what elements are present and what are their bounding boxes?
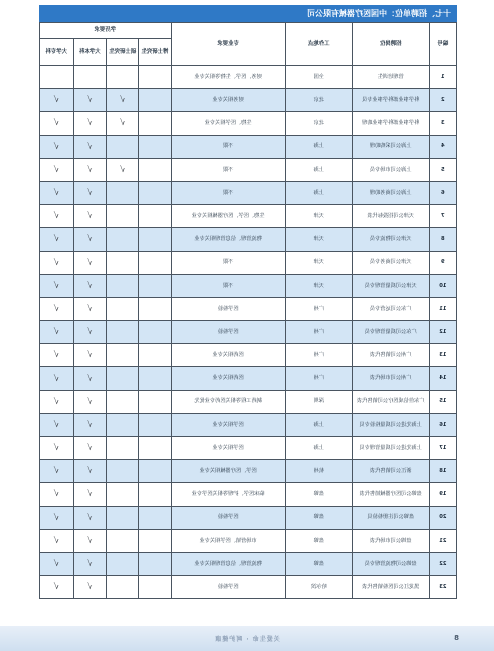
cell-college: √ <box>40 552 74 575</box>
cell-number: 12 <box>429 321 456 344</box>
cell-location: 天津 <box>285 251 352 274</box>
cell-college: √ <box>40 390 74 413</box>
cell-location: 哈尔滨 <box>285 576 352 599</box>
cell-master: √ <box>107 112 139 135</box>
cell-bachelor: √ <box>73 89 107 112</box>
cell-college: √ <box>40 483 74 506</box>
cell-bachelor: √ <box>73 181 107 204</box>
cell-master <box>107 205 139 228</box>
table-row <box>40 413 457 436</box>
cell-major: 临床医学、护理等相关医学专业 <box>171 483 285 506</box>
cell-college: √ <box>40 181 74 204</box>
cell-phd <box>139 89 171 112</box>
cell-number: 4 <box>429 135 456 158</box>
cell-phd <box>139 460 171 483</box>
cell-number: 1 <box>429 66 456 89</box>
cell-major: 医学检验 <box>171 321 285 344</box>
footer-slogan: 关爱生命 · 呵护健康 <box>214 636 280 643</box>
cell-position: 盘锦公司市场代表 <box>352 529 429 552</box>
table-row <box>40 89 457 112</box>
cell-bachelor: √ <box>73 344 107 367</box>
cell-position: 盘锦公司注册检验员 <box>352 506 429 529</box>
cell-phd <box>139 529 171 552</box>
cell-location: 天津 <box>285 274 352 297</box>
cell-number: 8 <box>429 228 456 251</box>
cell-location: 上海 <box>285 181 352 204</box>
cell-master <box>107 228 139 251</box>
cell-number: 5 <box>429 158 456 181</box>
table-row <box>40 483 457 506</box>
recruitment-table <box>39 22 457 599</box>
cell-number: 11 <box>429 297 456 320</box>
table-row <box>40 135 457 158</box>
cell-college: √ <box>40 89 74 112</box>
cell-major: 不限 <box>171 158 285 181</box>
cell-phd <box>139 576 171 599</box>
cell-location: 深圳 <box>285 390 352 413</box>
cell-bachelor: √ <box>73 251 107 274</box>
cell-number: 6 <box>429 181 456 204</box>
cell-college: √ <box>40 437 74 460</box>
cell-position: 科学事业部科学事业助理 <box>352 112 429 135</box>
cell-major: 物流管理、信息管理相关专业 <box>171 228 285 251</box>
cell-college: √ <box>40 158 74 181</box>
cell-bachelor: √ <box>73 297 107 320</box>
cell-college: √ <box>40 321 74 344</box>
cell-number: 16 <box>429 413 456 436</box>
cell-phd <box>139 66 171 89</box>
table-row <box>40 274 457 297</box>
cell-college: √ <box>40 274 74 297</box>
cell-position: 黑龙江公司医检销售代表 <box>352 576 429 599</box>
cell-number: 18 <box>429 460 456 483</box>
cell-master <box>107 251 139 274</box>
table-row <box>40 251 457 274</box>
cell-number: 21 <box>429 529 456 552</box>
table-row <box>40 205 457 228</box>
cell-phd <box>139 344 171 367</box>
header-major: 专业要求 <box>171 23 285 66</box>
table-row <box>40 460 457 483</box>
cell-master: √ <box>107 158 139 181</box>
cell-master <box>107 506 139 529</box>
cell-college: √ <box>40 135 74 158</box>
table-row <box>40 228 457 251</box>
cell-master <box>107 483 139 506</box>
cell-position: 天津公司商务专员 <box>352 251 429 274</box>
cell-number: 19 <box>429 483 456 506</box>
cell-location: 广州 <box>285 344 352 367</box>
cell-master <box>107 437 139 460</box>
cell-position: 上海公司商务助理 <box>352 181 429 204</box>
cell-bachelor: √ <box>73 274 107 297</box>
cell-college: √ <box>40 344 74 367</box>
cell-college: √ <box>40 205 74 228</box>
cell-location: 广州 <box>285 321 352 344</box>
cell-location: 上海 <box>285 413 352 436</box>
cell-phd <box>139 112 171 135</box>
cell-college: √ <box>40 297 74 320</box>
cell-master: √ <box>107 89 139 112</box>
cell-number: 20 <box>429 506 456 529</box>
cell-location: 广州 <box>285 297 352 320</box>
header-phd: 博士研究生 <box>139 39 171 66</box>
cell-location: 盘锦 <box>285 483 352 506</box>
table-row <box>40 552 457 575</box>
cell-college: √ <box>40 506 74 529</box>
cell-master <box>107 367 139 390</box>
cell-master <box>107 552 139 575</box>
cell-major: 医学相关专业 <box>171 437 285 460</box>
cell-position: 天津公司质量管理专员 <box>352 274 429 297</box>
cell-location: 天津 <box>285 228 352 251</box>
cell-master <box>107 460 139 483</box>
cell-number: 9 <box>429 251 456 274</box>
cell-position: 广州公司销售代表 <box>352 344 429 367</box>
table-body <box>40 66 457 599</box>
cell-phd <box>139 390 171 413</box>
cell-college: √ <box>40 112 74 135</box>
cell-position: 天津公司物流专员 <box>352 228 429 251</box>
cell-position: 浙江公司销售代表 <box>352 460 429 483</box>
cell-number: 2 <box>429 89 456 112</box>
cell-number: 15 <box>429 390 456 413</box>
cell-bachelor: √ <box>73 390 107 413</box>
table-row <box>40 344 457 367</box>
cell-phd <box>139 297 171 320</box>
cell-location: 盘锦 <box>285 552 352 575</box>
table-row <box>40 66 457 89</box>
cell-major: 生物、医学相关专业 <box>171 112 285 135</box>
cell-major: 不限 <box>171 181 285 204</box>
cell-bachelor: √ <box>73 228 107 251</box>
cell-master <box>107 321 139 344</box>
cell-master <box>107 413 139 436</box>
cell-college: √ <box>40 413 74 436</box>
cell-location: 天津 <box>285 205 352 228</box>
cell-master <box>107 135 139 158</box>
cell-position: 广东佳信成医疗公司销售代表 <box>352 390 429 413</box>
cell-bachelor: √ <box>73 135 107 158</box>
cell-college: √ <box>40 576 74 599</box>
cell-major: 制药工程等相关医药专业优先 <box>171 390 285 413</box>
cell-master <box>107 274 139 297</box>
page-footer <box>0 626 494 651</box>
cell-phd <box>139 205 171 228</box>
table-row <box>40 158 457 181</box>
cell-position: 科学事业部科学事业专员 <box>352 89 429 112</box>
cell-major: 财务相关专业 <box>171 89 285 112</box>
cell-bachelor: √ <box>73 112 107 135</box>
cell-position: 管理培训生 <box>352 66 429 89</box>
cell-bachelor: √ <box>73 552 107 575</box>
cell-position: 盘锦公司医疗器械销售代表 <box>352 483 429 506</box>
cell-location: 北京 <box>285 112 352 135</box>
cell-bachelor: √ <box>73 483 107 506</box>
cell-phd <box>139 552 171 575</box>
cell-major: 医学相关专业 <box>171 413 285 436</box>
cell-location: 盘锦 <box>285 529 352 552</box>
table-row <box>40 297 457 320</box>
cell-number: 14 <box>429 367 456 390</box>
cell-phd <box>139 274 171 297</box>
header-position: 招聘岗位 <box>352 23 429 66</box>
header-bachelor: 大学本科 <box>73 39 107 66</box>
cell-major: 不限 <box>171 135 285 158</box>
cell-position: 上海公司采购助理 <box>352 135 429 158</box>
cell-master <box>107 576 139 599</box>
cell-major: 医学检验 <box>171 297 285 320</box>
table-row <box>40 529 457 552</box>
cell-major: 医学检验 <box>171 576 285 599</box>
cell-master <box>107 297 139 320</box>
cell-phd <box>139 437 171 460</box>
cell-major: 生物、医学、医疗器械相关专业 <box>171 205 285 228</box>
cell-bachelor: √ <box>73 158 107 181</box>
cell-phd <box>139 321 171 344</box>
page-number: 8 <box>454 634 459 642</box>
cell-position: 上海先进公司质量管理专员 <box>352 437 429 460</box>
cell-number: 22 <box>429 552 456 575</box>
cell-phd <box>139 228 171 251</box>
cell-bachelor: √ <box>73 460 107 483</box>
table-row <box>40 321 457 344</box>
cell-position: 广东公司运营专员 <box>352 297 429 320</box>
cell-college: √ <box>40 367 74 390</box>
cell-location: 杭州 <box>285 460 352 483</box>
table-row <box>40 112 457 135</box>
cell-position: 盘锦公司物流管理专员 <box>352 552 429 575</box>
cell-phd <box>139 367 171 390</box>
cell-location: 北京 <box>285 89 352 112</box>
cell-position: 广州公司市场代表 <box>352 367 429 390</box>
cell-bachelor: √ <box>73 506 107 529</box>
cell-bachelor: √ <box>73 205 107 228</box>
header-college: 大学专科 <box>40 39 74 66</box>
cell-bachelor: √ <box>73 413 107 436</box>
cell-college: √ <box>40 460 74 483</box>
cell-major: 医药相关专业 <box>171 367 285 390</box>
cell-number: 7 <box>429 205 456 228</box>
cell-bachelor: √ <box>73 576 107 599</box>
cell-location: 上海 <box>285 135 352 158</box>
cell-phd <box>139 135 171 158</box>
table-row <box>40 576 457 599</box>
table-row <box>40 390 457 413</box>
cell-bachelor: √ <box>73 321 107 344</box>
section-title: 十七、招聘单位：中国医疗器械有限公司 <box>39 5 457 22</box>
header-education: 学历要求 <box>40 23 172 39</box>
table-row <box>40 506 457 529</box>
cell-major: 医学、医疗器械相关专业 <box>171 460 285 483</box>
cell-number: 13 <box>429 344 456 367</box>
cell-position: 广东公司质量管理专员 <box>352 321 429 344</box>
cell-master <box>107 181 139 204</box>
table-row <box>40 437 457 460</box>
cell-location: 上海 <box>285 158 352 181</box>
cell-bachelor: √ <box>73 437 107 460</box>
cell-college: √ <box>40 529 74 552</box>
cell-location: 上海 <box>285 437 352 460</box>
header-number: 编号 <box>429 23 456 66</box>
cell-major: 医药相关专业 <box>171 344 285 367</box>
cell-major: 财务、医学、生物等相关专业 <box>171 66 285 89</box>
cell-major: 不限 <box>171 274 285 297</box>
cell-major: 物流管理、信息管理相关专业 <box>171 552 285 575</box>
cell-phd <box>139 483 171 506</box>
table-row <box>40 181 457 204</box>
cell-number: 23 <box>429 576 456 599</box>
cell-phd <box>139 506 171 529</box>
cell-location: 盘锦 <box>285 506 352 529</box>
cell-bachelor: √ <box>73 367 107 390</box>
header-location: 工作地点 <box>285 23 352 66</box>
cell-phd <box>139 413 171 436</box>
cell-master <box>107 390 139 413</box>
cell-phd <box>139 181 171 204</box>
table-row <box>40 367 457 390</box>
cell-master <box>107 344 139 367</box>
header-master: 硕士研究生 <box>107 39 139 66</box>
cell-bachelor <box>73 66 107 89</box>
cell-location: 全国 <box>285 66 352 89</box>
cell-number: 10 <box>429 274 456 297</box>
cell-number: 17 <box>429 437 456 460</box>
cell-phd <box>139 251 171 274</box>
cell-college: √ <box>40 251 74 274</box>
cell-college: √ <box>40 228 74 251</box>
cell-location: 广州 <box>285 367 352 390</box>
cell-master <box>107 66 139 89</box>
cell-phd <box>139 158 171 181</box>
cell-bachelor: √ <box>73 529 107 552</box>
cell-number: 3 <box>429 112 456 135</box>
cell-position: 天津公司招投标代表 <box>352 205 429 228</box>
cell-major: 不限 <box>171 251 285 274</box>
cell-master <box>107 529 139 552</box>
cell-major: 市场营销、医学相关专业 <box>171 529 285 552</box>
cell-position: 上海先进公司质量检验专员 <box>352 413 429 436</box>
cell-position: 上海公司市场专员 <box>352 158 429 181</box>
cell-college <box>40 66 74 89</box>
cell-major: 医学检验 <box>171 506 285 529</box>
